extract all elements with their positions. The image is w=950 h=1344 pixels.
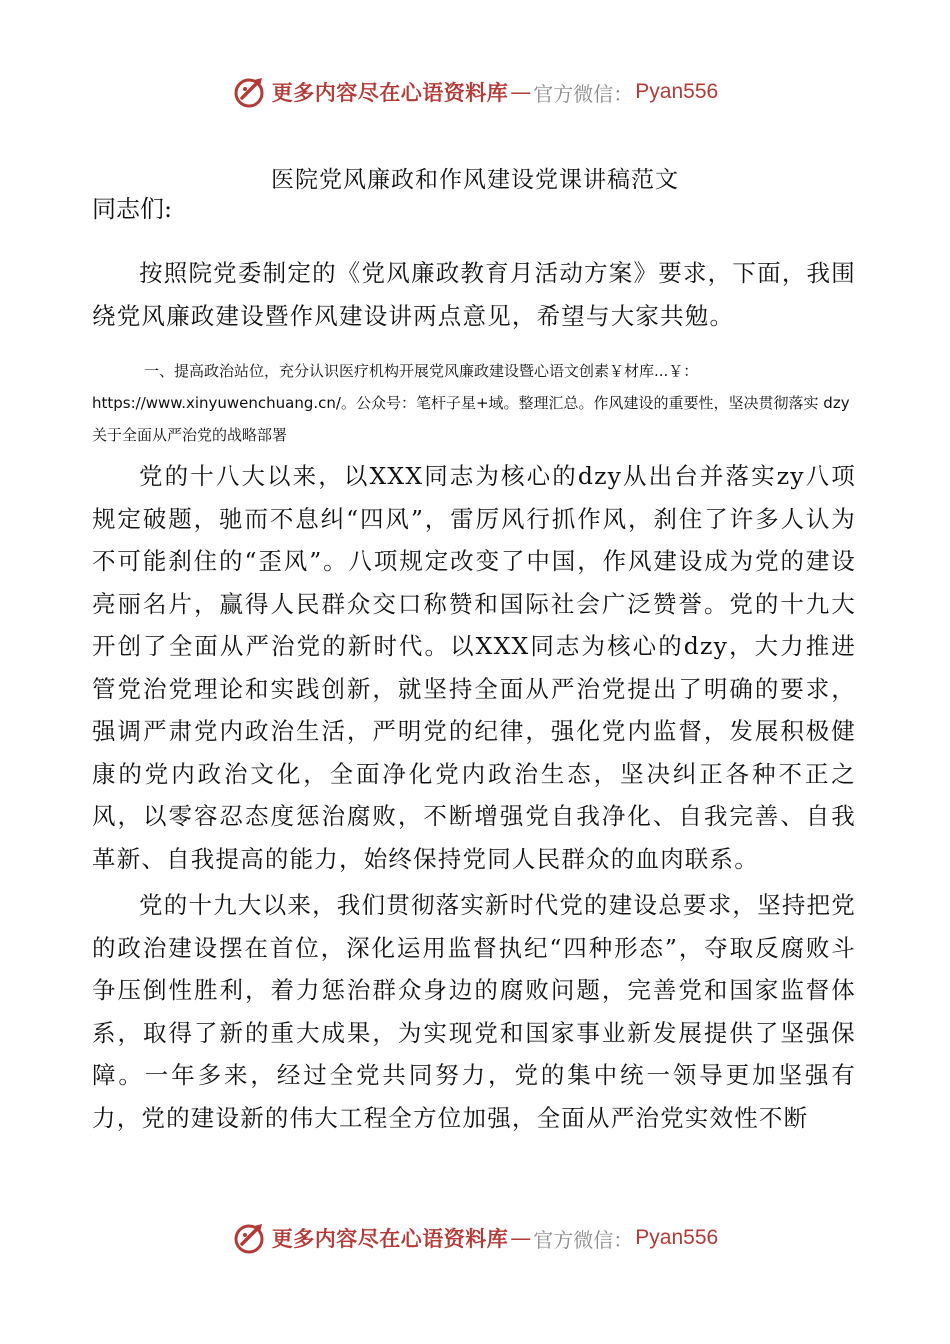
intro-paragraph: 按照院党委制定的《党风廉政教育月活动方案》要求，下面，我围绕党风廉政建设暨作风建设讲两点意见，希望与大家共勉。 xyxy=(92,259,856,330)
document-body xyxy=(92,252,856,1139)
banner-wechat-id: Pyan556 xyxy=(635,80,719,103)
banner-wechat-label: 官方微信： xyxy=(533,1227,634,1252)
banner-text: 更多内容尽在心语资料库 xyxy=(271,1226,509,1251)
brand-logo-icon xyxy=(232,74,268,110)
banner-wechat-id: Pyan556 xyxy=(635,1226,719,1249)
banner-wechat-label: 官方微信： xyxy=(533,81,634,106)
header-banner xyxy=(0,72,950,112)
banner-text: 更多内容尽在心语资料库 xyxy=(271,80,509,105)
section-heading-line2: https://www.xinyuwenchuang.cn/。公众号：笔杆子星+域。整理汇总。作风建设的重要性，坚决贯彻落实 dzy 关于全面从严治党的战略部署 xyxy=(92,394,850,444)
body-paragraph-2: 党的十九大以来，我们贯彻落实新时代党的建设总要求，坚持把党的政治建设摆在首位，深化运用监督执纪“四种形态”，夺取反腐败斗争压倒性胜利，着力惩治群众身边的腐败问题，完善党和国家监督体系，取得了新的重大成果，为实现党和国家事业新发展提供了坚强保障。一年多来，经过全党共同努力，党的集中统一领导更加坚强有力，党的建设新的伟大工程全方位加强，全面从严治党实效性不断 xyxy=(92,891,856,1132)
section-heading-line1: 一、提高政治站位，充分认识医疗机构开展党风廉政建设暨心语文创素￥材库...￥： xyxy=(144,362,699,380)
section-heading xyxy=(92,355,856,451)
body-paragraph-1: 党的十八大以来，以XXX同志为核心的dzy从出台并落实zy八项规定破题，驰而不息纠“四风”，雷厉风行抓作风，刹住了许多人认为不可能刹住的“歪风”。八项规定改变了中国，作风建设成为党的建设亮丽名片，赢得人民群众交口称赞和国际社会广泛赞誉。党的十九大开创了全面从严治党的新时代。以XXX同志为核心的dzy，大力推进管党治党理论和实践创新，就坚持全面从严治党提出了明确的要求，强调严肃党内政治生活，严明党的纪律，强化党内监督，发展积极健康的党内政治文化，全面净化党内政治生态，坚决纠正各种不正之风，以零容忍态度惩治腐败，不断增强党自我净化、自我完善、自我革新、自我提高的能力，始终保持党同人民群众的血肉联系。 xyxy=(92,462,856,873)
footer-banner xyxy=(0,1218,950,1258)
banner-separator: — xyxy=(510,1226,532,1250)
banner-separator: — xyxy=(510,80,532,104)
document-title: 医院党风廉政和作风建设党课讲稿范文 xyxy=(271,167,679,193)
salutation: 同志们: xyxy=(92,195,173,223)
brand-logo-icon xyxy=(232,1220,268,1256)
